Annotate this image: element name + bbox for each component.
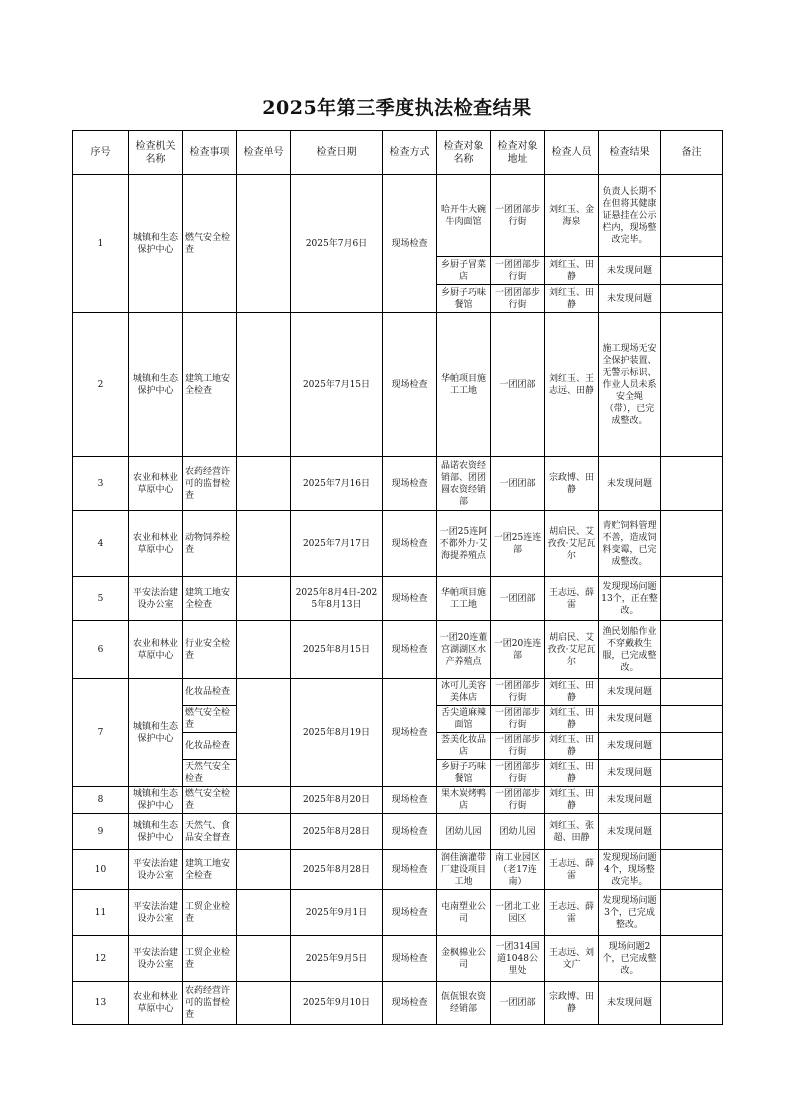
address-cell: 团幼儿园 bbox=[491, 814, 545, 850]
remark-cell bbox=[661, 621, 723, 679]
date-cell: 2025年8月28日 bbox=[291, 814, 383, 850]
staff-cell: 王志远、刘文广 bbox=[545, 936, 599, 982]
order-no-cell bbox=[237, 457, 291, 511]
result-cell: 未发现问题 bbox=[599, 733, 661, 760]
result-cell: 未发现问题 bbox=[599, 706, 661, 733]
row-number: 10 bbox=[73, 850, 129, 890]
address-cell: 一团团部 bbox=[491, 982, 545, 1025]
agency-cell: 农业和林业草原中心 bbox=[129, 621, 183, 679]
header-cell: 检查对象名称 bbox=[437, 131, 491, 175]
table-row bbox=[73, 850, 723, 890]
item-cell: 建筑工地安全检查 bbox=[183, 577, 237, 621]
item-cell: 化妆品检查 bbox=[183, 733, 237, 760]
row-number: 4 bbox=[73, 511, 129, 577]
result-cell: 未发现问题 bbox=[599, 457, 661, 511]
order-no-cell bbox=[237, 175, 291, 313]
date-cell: 2025年9月5日 bbox=[291, 936, 383, 982]
staff-cell: 胡启民、艾孜孜·艾尼瓦尔 bbox=[545, 511, 599, 577]
row-number: 1 bbox=[73, 175, 129, 313]
header-cell: 检查机关名称 bbox=[129, 131, 183, 175]
result-cell: 青贮饲料管理不善，造成饲料变霉，已完成整改。 bbox=[599, 511, 661, 577]
agency-cell: 农业和林业草原中心 bbox=[129, 511, 183, 577]
remark-cell bbox=[661, 814, 723, 850]
method-cell: 现场检查 bbox=[383, 313, 437, 457]
address-cell: 一团团部步行街 bbox=[491, 706, 545, 733]
header-cell: 检查单号 bbox=[237, 131, 291, 175]
target-cell: 乡厨子巧味餐馆 bbox=[437, 760, 491, 787]
agency-cell: 农业和林业草原中心 bbox=[129, 982, 183, 1025]
staff-cell: 刘红玉、田静 bbox=[545, 760, 599, 787]
order-no-cell bbox=[237, 850, 291, 890]
row-number: 12 bbox=[73, 936, 129, 982]
row-number: 7 bbox=[73, 679, 129, 787]
result-cell: 负责人长期不在但将其健康证悬挂在公示栏内，现场整改完毕。 bbox=[599, 175, 661, 257]
remark-cell bbox=[661, 982, 723, 1025]
target-cell: 哈开牛大碗牛肉面馆 bbox=[437, 175, 491, 257]
method-cell: 现场检查 bbox=[383, 787, 437, 814]
row-number: 11 bbox=[73, 890, 129, 936]
staff-cell: 刘红玉、田静 bbox=[545, 733, 599, 760]
date-cell: 2025年8月20日 bbox=[291, 787, 383, 814]
target-cell: 舌尖道麻辣面馆 bbox=[437, 706, 491, 733]
order-no-cell bbox=[237, 890, 291, 936]
method-cell: 现场检查 bbox=[383, 679, 437, 787]
remark-cell bbox=[661, 936, 723, 982]
item-cell: 燃气安全检查 bbox=[183, 787, 237, 814]
address-cell: 一团团部 bbox=[491, 457, 545, 511]
item-cell: 行业安全检查 bbox=[183, 621, 237, 679]
result-cell: 未发现问题 bbox=[599, 814, 661, 850]
date-cell: 2025年8月19日 bbox=[291, 679, 383, 787]
item-cell: 天然气、食品安全督查 bbox=[183, 814, 237, 850]
address-cell: 南工业园区（老17连南） bbox=[491, 850, 545, 890]
remark-cell bbox=[661, 706, 723, 733]
item-cell: 农药经营许可的监督检查 bbox=[183, 457, 237, 511]
remark-cell bbox=[661, 850, 723, 890]
header-cell: 备注 bbox=[661, 131, 723, 175]
address-cell: 一团20连连部 bbox=[491, 621, 545, 679]
table-row bbox=[73, 577, 723, 621]
agency-cell: 城镇和生态保护中心 bbox=[129, 679, 183, 787]
order-no-cell bbox=[237, 679, 291, 787]
result-cell: 未发现问题 bbox=[599, 760, 661, 787]
row-number: 8 bbox=[73, 787, 129, 814]
remark-cell bbox=[661, 733, 723, 760]
remark-cell bbox=[661, 457, 723, 511]
target-cell: 华帕项目施工工地 bbox=[437, 313, 491, 457]
header-cell: 检查人员 bbox=[545, 131, 599, 175]
table-row bbox=[73, 313, 723, 457]
order-no-cell bbox=[237, 621, 291, 679]
remark-cell bbox=[661, 257, 723, 285]
table-row bbox=[73, 787, 723, 814]
staff-cell: 宗政博、田静 bbox=[545, 982, 599, 1025]
target-cell: 一团20连董宫湖湖区水产养殖点 bbox=[437, 621, 491, 679]
result-cell: 未发现问题 bbox=[599, 285, 661, 313]
staff-cell: 刘红玉、田静 bbox=[545, 787, 599, 814]
row-number: 3 bbox=[73, 457, 129, 511]
order-no-cell bbox=[237, 787, 291, 814]
header-cell: 检查日期 bbox=[291, 131, 383, 175]
table-row bbox=[73, 679, 723, 706]
header-cell: 检查对象地址 bbox=[491, 131, 545, 175]
staff-cell: 刘红玉、王志远、田静 bbox=[545, 313, 599, 457]
address-cell: 一团团部步行街 bbox=[491, 760, 545, 787]
remark-cell bbox=[661, 679, 723, 706]
address-cell: 一团团部步行街 bbox=[491, 679, 545, 706]
method-cell: 现场检查 bbox=[383, 577, 437, 621]
item-cell: 农药经营许可的监督检查 bbox=[183, 982, 237, 1025]
staff-cell: 王志远、薛雷 bbox=[545, 890, 599, 936]
item-cell: 天然气安全检查 bbox=[183, 760, 237, 787]
method-cell: 现场检查 bbox=[383, 850, 437, 890]
item-cell: 建筑工地安全检查 bbox=[183, 850, 237, 890]
target-cell: 华帕项目施工工地 bbox=[437, 577, 491, 621]
staff-cell: 刘红玉、田静 bbox=[545, 257, 599, 285]
target-cell: 乡厨子巧味餐馆 bbox=[437, 285, 491, 313]
target-cell: 乡厨子冒菜店 bbox=[437, 257, 491, 285]
order-no-cell bbox=[237, 577, 291, 621]
order-no-cell bbox=[237, 936, 291, 982]
result-cell: 未发现问题 bbox=[599, 787, 661, 814]
target-cell: 晶诺农资经销部、团团圆农资经销部 bbox=[437, 457, 491, 511]
remark-cell bbox=[661, 787, 723, 814]
table-row bbox=[73, 457, 723, 511]
target-cell: 金枫棉业公司 bbox=[437, 936, 491, 982]
agency-cell: 城镇和生态保护中心 bbox=[129, 814, 183, 850]
header-cell: 检查方式 bbox=[383, 131, 437, 175]
result-cell: 现场问题2个，已完成整改。 bbox=[599, 936, 661, 982]
row-number: 2 bbox=[73, 313, 129, 457]
address-cell: 一团团部步行街 bbox=[491, 733, 545, 760]
date-cell: 2025年7月16日 bbox=[291, 457, 383, 511]
table-row bbox=[73, 175, 723, 257]
address-cell: 一团团部 bbox=[491, 577, 545, 621]
item-cell: 动物饲养检查 bbox=[183, 511, 237, 577]
header-cell: 检查事项 bbox=[183, 131, 237, 175]
staff-cell: 胡启民、艾孜孜·艾尼瓦尔 bbox=[545, 621, 599, 679]
remark-cell bbox=[661, 511, 723, 577]
staff-cell: 王志远、薛雷 bbox=[545, 577, 599, 621]
table-row bbox=[73, 511, 723, 577]
table-row bbox=[73, 936, 723, 982]
method-cell: 现场检查 bbox=[383, 457, 437, 511]
target-cell: 润佳滴灌带厂建设项目工地 bbox=[437, 850, 491, 890]
staff-cell: 刘红玉、张超、田静 bbox=[545, 814, 599, 850]
remark-cell bbox=[661, 890, 723, 936]
result-cell: 未发现问题 bbox=[599, 982, 661, 1025]
date-cell: 2025年8月15日 bbox=[291, 621, 383, 679]
date-cell: 2025年7月15日 bbox=[291, 313, 383, 457]
remark-cell bbox=[661, 760, 723, 787]
item-cell: 工贸企业检查 bbox=[183, 936, 237, 982]
result-cell: 未发现问题 bbox=[599, 257, 661, 285]
date-cell: 2025年7月6日 bbox=[291, 175, 383, 313]
order-no-cell bbox=[237, 313, 291, 457]
item-cell: 燃气安全检查 bbox=[183, 175, 237, 313]
table-row bbox=[73, 890, 723, 936]
method-cell: 现场检查 bbox=[383, 511, 437, 577]
target-cell: 一团25连阿不都外力·艾海提养殖点 bbox=[437, 511, 491, 577]
method-cell: 现场检查 bbox=[383, 621, 437, 679]
remark-cell bbox=[661, 175, 723, 257]
header-cell: 序号 bbox=[73, 131, 129, 175]
row-number: 6 bbox=[73, 621, 129, 679]
address-cell: 一团25连连部 bbox=[491, 511, 545, 577]
remark-cell bbox=[661, 285, 723, 313]
method-cell: 现场检查 bbox=[383, 814, 437, 850]
staff-cell: 刘红玉、田静 bbox=[545, 679, 599, 706]
inspection-results-table bbox=[72, 130, 723, 1025]
staff-cell: 刘红玉、田静 bbox=[545, 285, 599, 313]
address-cell: 一团314国道1048公里处 bbox=[491, 936, 545, 982]
method-cell: 现场检查 bbox=[383, 936, 437, 982]
target-cell: 团幼儿园 bbox=[437, 814, 491, 850]
staff-cell: 刘红玉、金海泉 bbox=[545, 175, 599, 257]
order-no-cell bbox=[237, 982, 291, 1025]
header-row bbox=[73, 131, 723, 175]
table-row bbox=[73, 982, 723, 1025]
header-cell: 检查结果 bbox=[599, 131, 661, 175]
staff-cell: 王志远、薛雷 bbox=[545, 850, 599, 890]
method-cell: 现场检查 bbox=[383, 890, 437, 936]
address-cell: 一团团部步行街 bbox=[491, 175, 545, 257]
staff-cell: 刘红玉、田静 bbox=[545, 706, 599, 733]
address-cell: 一团团部步行街 bbox=[491, 787, 545, 814]
table-row bbox=[73, 814, 723, 850]
address-cell: 一团北工业园区 bbox=[491, 890, 545, 936]
target-cell: 冰可儿美容美体店 bbox=[437, 679, 491, 706]
agency-cell: 城镇和生态保护中心 bbox=[129, 787, 183, 814]
target-cell: 果木炭烤鸭店 bbox=[437, 787, 491, 814]
item-cell: 建筑工地安全检查 bbox=[183, 313, 237, 457]
remark-cell bbox=[661, 313, 723, 457]
address-cell: 一团团部 bbox=[491, 313, 545, 457]
target-cell: 屯南塑业公司 bbox=[437, 890, 491, 936]
item-cell: 化妆品检查 bbox=[183, 679, 237, 706]
page-title: 2025年第三季度执法检查结果 bbox=[262, 97, 532, 119]
agency-cell: 平安法治建设办公室 bbox=[129, 890, 183, 936]
date-cell: 2025年8月28日 bbox=[291, 850, 383, 890]
date-cell: 2025年9月1日 bbox=[291, 890, 383, 936]
agency-cell: 城镇和生态保护中心 bbox=[129, 175, 183, 313]
result-cell: 未发现问题 bbox=[599, 679, 661, 706]
address-cell: 一团团部步行街 bbox=[491, 285, 545, 313]
agency-cell: 平安法治建设办公室 bbox=[129, 577, 183, 621]
result-cell: 发现现场问题4个，现场整改完毕。 bbox=[599, 850, 661, 890]
staff-cell: 宗政博、田静 bbox=[545, 457, 599, 511]
table-row bbox=[73, 621, 723, 679]
address-cell: 一团团部步行街 bbox=[491, 257, 545, 285]
date-cell: 2025年7月17日 bbox=[291, 511, 383, 577]
target-cell: 佤佤银农资经销部 bbox=[437, 982, 491, 1025]
agency-cell: 城镇和生态保护中心 bbox=[129, 313, 183, 457]
result-cell: 发现现场问题3个，已完成整改。 bbox=[599, 890, 661, 936]
row-number: 9 bbox=[73, 814, 129, 850]
date-cell: 2025年9月10日 bbox=[291, 982, 383, 1025]
result-cell: 施工现场无安全保护装置、无警示标识、作业人员未系安全绳（带），已完成整改。 bbox=[599, 313, 661, 457]
agency-cell: 平安法治建设办公室 bbox=[129, 850, 183, 890]
order-no-cell bbox=[237, 511, 291, 577]
agency-cell: 农业和林业草原中心 bbox=[129, 457, 183, 511]
result-cell: 渔民划船作业不穿戴救生服，已完成整改。 bbox=[599, 621, 661, 679]
row-number: 5 bbox=[73, 577, 129, 621]
order-no-cell bbox=[237, 814, 291, 850]
item-cell: 燃气安全检查 bbox=[183, 706, 237, 733]
date-cell: 2025年8月4日-2025年8月13日 bbox=[291, 577, 383, 621]
remark-cell bbox=[661, 577, 723, 621]
method-cell: 现场检查 bbox=[383, 982, 437, 1025]
item-cell: 工贸企业检查 bbox=[183, 890, 237, 936]
agency-cell: 平安法治建设办公室 bbox=[129, 936, 183, 982]
target-cell: 荟美化妆品店 bbox=[437, 733, 491, 760]
row-number: 13 bbox=[73, 982, 129, 1025]
method-cell: 现场检查 bbox=[383, 175, 437, 313]
result-cell: 发现现场问题13个，正在整改。 bbox=[599, 577, 661, 621]
